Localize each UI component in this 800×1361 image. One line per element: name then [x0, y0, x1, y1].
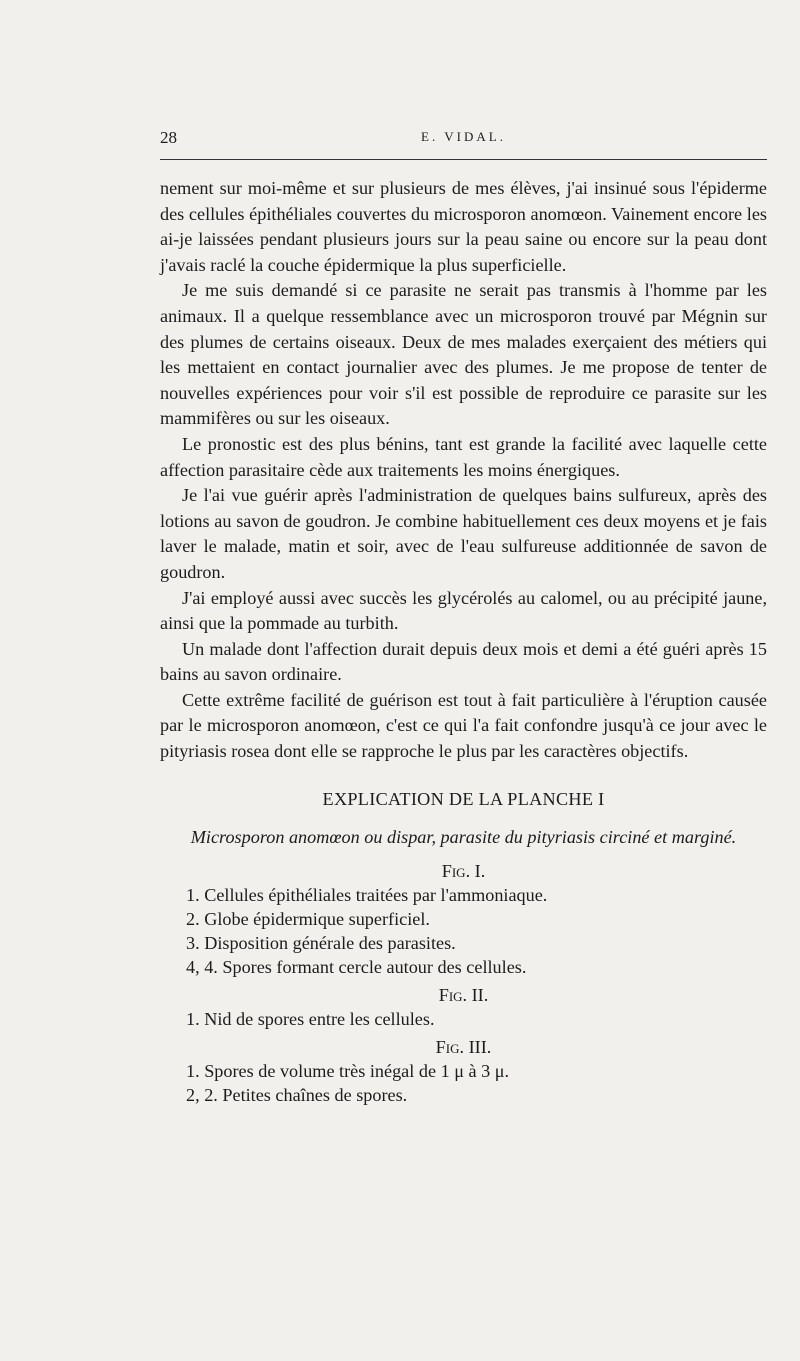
running-title: E. VIDAL. — [421, 129, 506, 144]
figure-label: Fig. I. — [441, 861, 486, 882]
paragraph: nement sur moi-même et sur plusieurs de mes élèves, j'ai insinué sous l'épiderme des cellules épithéliales couvertes du microsporon anomœon. Vainement encore les ai-je laissées pendant plusieurs jours sur la peau saine ou encore sur la peau dont j'avais raclé la couche épidermique la plus superficielle. — [160, 178, 767, 275]
paragraph: Je l'ai vue guérir après l'administration de quelques bains sulfureux, après des lotions au savon de goudron. Je combine habituellement ces deux moyens et je fais laver le malade, matin et soir, avec de l'eau sulfureuse additionnée de savon de goudron. — [160, 485, 767, 582]
paragraph: J'ai employé aussi avec succès les glycérolés au calomel, ou au précipité jaune, ainsi que la pommade au turbith. — [160, 587, 767, 634]
legend-item: 1. Spores de volume très inégal de 1 μ à 3 μ. — [186, 1061, 510, 1082]
legend-item: 4, 4. Spores formant cercle autour des cellules. — [186, 957, 527, 978]
legend-item: 2, 2. Petites chaînes de spores. — [186, 1085, 408, 1106]
figure-legend — [186, 1059, 767, 1107]
legend-item: 1. Nid de spores entre les cellules. — [186, 1009, 435, 1030]
figure-legend — [186, 1007, 767, 1031]
figure-label: Fig. III. — [435, 1037, 492, 1058]
legend-item: 3. Disposition générale des parasites. — [186, 933, 456, 954]
legend-item: 1. Cellules épithéliales traitées par l'ammoniaque. — [186, 885, 548, 906]
paragraph: Je me suis demandé si ce parasite ne serait pas transmis à l'homme par les animaux. Il a quelque ressemblance avec un microsporon trouvé par Mégnin sur des plumes de certains oiseaux. Deux de mes malades exerçaient des métiers qui les mettaient en contact journalier avec des plumes. Je me propose de tenter de nouvelles expériences pour voir s'il est possible de reproduire ce parasite sur les mammifères ou sur les oiseaux. — [160, 280, 767, 429]
paragraph: Le pronostic est des plus bénins, tant est grande la facilité avec laquelle cette affection parasitaire cède aux traitements les moins énergiques. — [160, 433, 767, 480]
section-subtitle: Microsporon anomœon ou dispar, parasite du pityriasis circiné et marginé. — [190, 827, 737, 848]
legend-item: 2. Globe épidermique superficiel. — [186, 909, 430, 930]
page-body — [160, 176, 767, 1107]
figure-label: Fig. II. — [438, 985, 489, 1006]
paragraph: Cette extrême facilité de guérison est tout à fait particulière à l'éruption causée par le microsporon anomœon, c'est ce qui l'a fait confondre jusqu'à ce jour avec le pityriasis rosea dont elle se rapproche le plus par les caractères objectifs. — [160, 689, 767, 762]
header-rule — [160, 159, 767, 160]
page-header — [160, 128, 767, 152]
paragraph: Un malade dont l'affection durait depuis deux mois et demi a été guéri après 15 bains au savon ordinaire. — [160, 638, 767, 685]
figure-legend — [186, 883, 767, 979]
page-number: 28 — [160, 128, 177, 147]
section-heading: EXPLICATION DE LA PLANCHE I — [322, 788, 605, 809]
